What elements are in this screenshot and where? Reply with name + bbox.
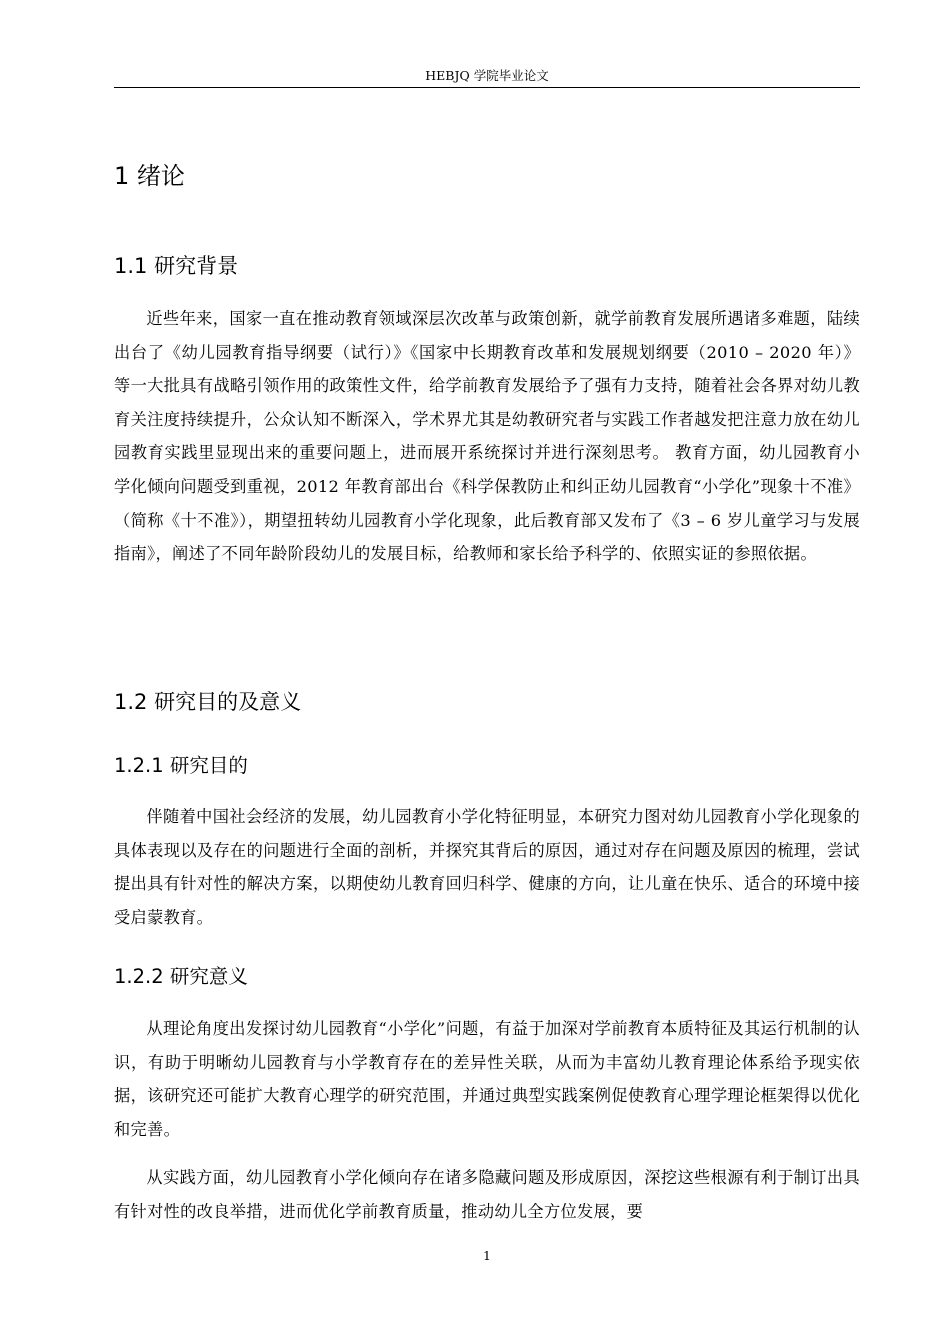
subsection-heading-purpose: 1.2.1 研究目的: [114, 754, 248, 777]
running-header: HEBJQ 学院毕业论文: [425, 68, 549, 83]
subsection-heading-significance: 1.2.2 研究意义: [114, 965, 248, 988]
purpose-paragraph: 伴随着中国社会经济的发展，幼儿园教育小学化特征明显，本研究力图对幼儿园教育小学化现象的具体表现以及存在的问题进行全面的剖析，并探究其背后的原因，通过对存在问题及原因的梳理，尝试提出具有针对性的解决方案，以期使幼儿教育回归科学、健康的方向，让儿童在快乐、适合的环境中接受启蒙教育。: [114, 807, 860, 927]
header-rule: [114, 87, 860, 88]
background-paragraph: 近些年来，国家一直在推动教育领域深层次改革与政策创新，就学前教育发展所遇诸多难题，陆续出台了《幼儿园教育指导纲要（试行）》《国家中长期教育改革和发展规划纲要（2010 – 2020 年）》等一大批具有战略引领作用的政策性文件，给学前教育发展给予了强有力支持，随着社会各界对幼儿教育关注度持续提升，公众认知不断深入，学术界尤其是幼教研究者与实践工作者越发把注意力放在幼儿园教育实践里显现出来的重要问题上，进而展开系统探讨并进行深刻思考。 教育方面，幼儿园教育小学化倾向问题受到重视，2012 年教育部出台《科学保教防止和纠正幼儿园教育“小学化”现象十不准》（简称《十不准》），期望扭转幼儿园教育小学化现象，此后教育部又发布了《3 – 6 岁儿童学习与发展指南》，阐述了不同年龄阶段幼儿的发展目标，给教师和家长给予科学的、依照实证的参照依据。: [114, 309, 860, 564]
section-heading-purpose-significance: 1.2 研究目的及意义: [114, 690, 302, 714]
significance-paragraph-2: 从实践方面，幼儿园教育小学化倾向存在诸多隐藏问题及形成原因，深挖这些根源有利于制订出具有针对性的改良举措，进而优化学前教育质量，推动幼儿全方位发展，要: [114, 1168, 860, 1221]
significance-paragraph-1: 从理论角度出发探讨幼儿园教育“小学化”问题，有益于加深对学前教育本质特征及其运行机制的认识，有助于明晰幼儿园教育与小学教育存在的差异性关联，从而为丰富幼儿教育理论体系给予现实依据，该研究还可能扩大教育心理学的研究范围，并通过典型实践案例促使教育心理学理论框架得以优化和完善。: [114, 1019, 860, 1139]
section-heading-background: 1.1 研究背景: [114, 254, 239, 278]
page-number: 1: [483, 1248, 491, 1263]
chapter-title: 1 绪论: [114, 162, 185, 190]
